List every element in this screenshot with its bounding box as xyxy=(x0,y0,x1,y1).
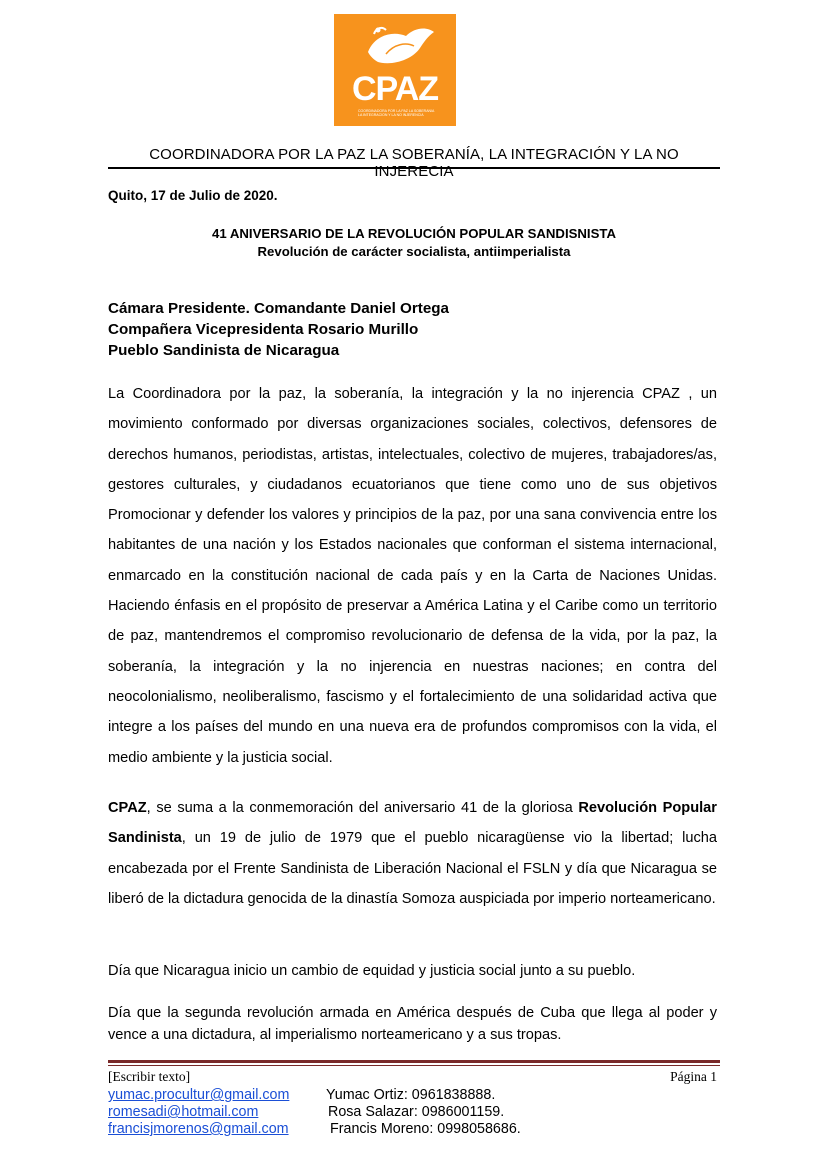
header-title: COORDINADORA POR LA PAZ LA SOBERANÍA, LA INTEGRACIÓN Y LA NO INJERECIA xyxy=(149,146,679,180)
body-paragraph-1: La Coordinadora por la paz, la soberanía, la integración y la no injerencia CPAZ , un movimiento conformado por diversas organizaciones sociales, colectivos, defensores de derechos humanos, periodistas, artistas, intelectuales, colectivo de mujeres, trabajadores/as, gestores culturales, y ciudadanos ecuatorianos que tiene como uno de sus objetivos Promocionar y defender los valores y principios de la paz, por una sana convivencia entre los habitantes de una nación y los Estados nacionales que conforman el sistema internacional, enmarcado en la constitución nacional de cada país y en la Carta de Naciones Unidas. Haciendo énfasis en el propósito de preservar a América Latina y el Caribe como un territorio de paz, mantendremos el compromiso revolucionario de defensa de la vida, por la paz, la soberanía, la integración y la no injerencia en nuestras naciones; en contra del neocolonialismo, neoliberalismo, fascismo y el fortalecimiento de una solidaridad activa que integre a los países del mundo en una nueva era de profundos compromisos con la vida, el medio ambiente y la justicia social. xyxy=(108,386,717,766)
footer-divider-thin xyxy=(108,1065,720,1066)
revolution-bold: Revolución Popular Sandinista xyxy=(108,800,717,847)
recipients xyxy=(108,298,449,361)
letter-subject xyxy=(108,225,720,261)
subject-line-2: Revolución de carácter socialista, antiimperialista xyxy=(257,244,571,259)
recipient-1: Cámara Presidente. Comandante Daniel Ortega xyxy=(108,300,449,317)
paragraph-2-text-2: , un 19 de julio de 1979 que el pueblo nicaragüense vio la libertad; lucha encabezada por el Frente Sandinista de Liberación Nacional el FSLN y día que Nicaragua se liberó de la dictadura genocida de la dinastía Somoza auspiciada por imperio norteamericano. xyxy=(108,830,717,907)
page-number: Página 1 xyxy=(670,1069,717,1084)
header-divider xyxy=(108,167,720,169)
recipient-3: Pueblo Sandinista de Nicaragua xyxy=(108,342,340,359)
contact-name-3: Francis Moreno: 0998058686. xyxy=(330,1121,521,1137)
contact-email-3[interactable]: francisjmorenos@gmail.com xyxy=(108,1121,289,1137)
cpaz-bold: CPAZ xyxy=(108,800,147,816)
logo-subtitle: COORDINADORA POR LA PAZ LA SOBERANIA LA INTEGRACION Y LA NO INJERENCIA xyxy=(358,109,435,117)
contact-name-2: Rosa Salazar: 0986001159. xyxy=(328,1104,505,1120)
body-paragraph-4: Día que la segunda revolución armada en América después de Cuba que llega al poder y vence a una dictadura, al imperialismo norteamericano y a sus tropas. xyxy=(108,1005,717,1043)
footer-placeholder: [Escribir texto] xyxy=(108,1069,191,1084)
contact-email-1[interactable]: yumac.procultur@gmail.com xyxy=(108,1087,290,1103)
subject-line-1: 41 ANIVERSARIO DE LA REVOLUCIÓN POPULAR SANDISNISTA xyxy=(212,226,616,241)
logo-text: CPAZ xyxy=(351,70,439,108)
paragraph-2-text-1: , se suma a la conmemoración del aniversario 41 de la gloriosa xyxy=(146,800,579,816)
contact-email-2[interactable]: romesadi@hotmail.com xyxy=(108,1104,259,1120)
letter-date: Quito, 17 de Julio de 2020. xyxy=(108,188,278,203)
body-paragraph-2 xyxy=(108,793,717,914)
recipient-2: Compañera Vicepresidenta Rosario Murillo xyxy=(108,321,419,338)
cpaz-logo xyxy=(334,14,456,126)
body-paragraph-3: Día que Nicaragua inicio un cambio de equidad y justicia social junto a su pueblo. xyxy=(108,963,636,979)
contact-name-1: Yumac Ortiz: 0961838888. xyxy=(326,1087,496,1103)
footer-divider-thick xyxy=(108,1060,720,1063)
